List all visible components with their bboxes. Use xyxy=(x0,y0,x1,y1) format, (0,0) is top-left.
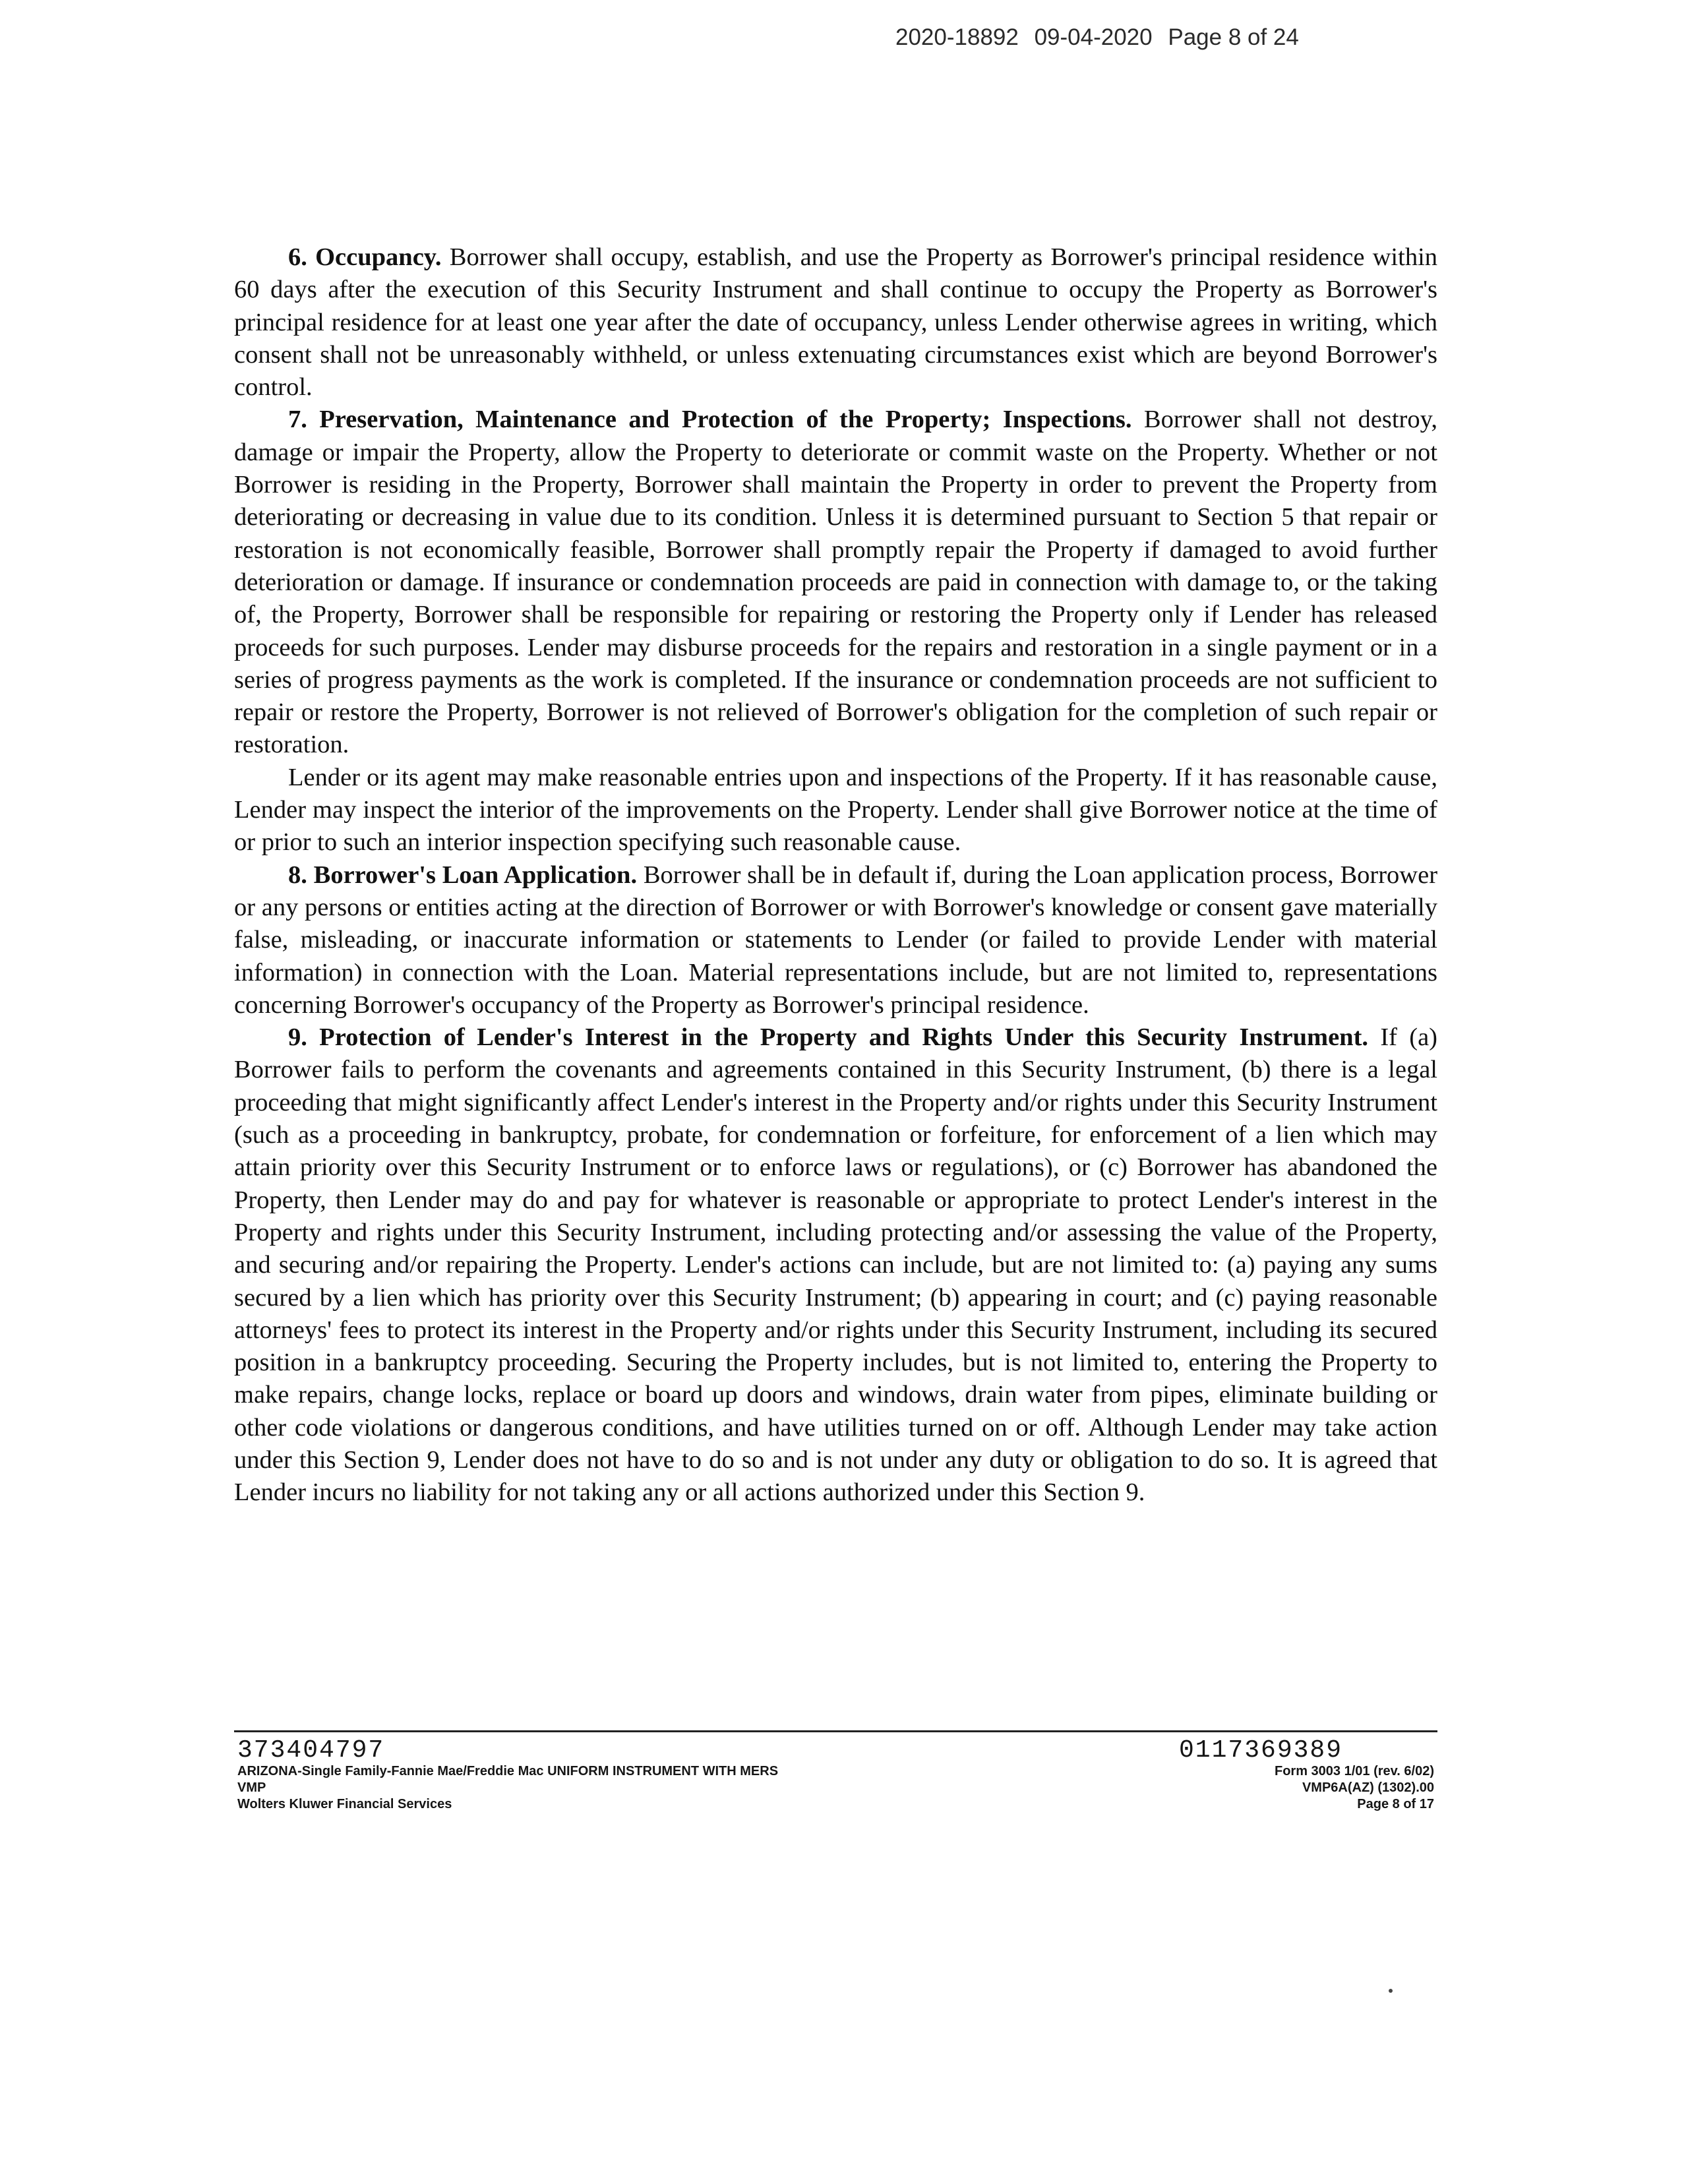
document-number: 0117369389 xyxy=(1179,1736,1343,1765)
section-9-protection-of-interest xyxy=(234,1021,1437,1509)
form-page: Page 8 of 17 xyxy=(1357,1797,1434,1811)
publisher-short: VMP xyxy=(237,1780,266,1795)
section-number: 8. xyxy=(288,861,307,889)
section-text: Lender or its agent may make reasonable entries upon and inspections of the Property. If it has reasonable cause, Lender may inspect the interior of the improvements on the Property. Lender shall give Borrower notice at the time of or prior to such an interior inspection specifying such reasonable cause. xyxy=(234,763,1437,857)
section-7-inspection-paragraph xyxy=(234,762,1437,859)
footer-divider xyxy=(234,1730,1437,1732)
footer-right xyxy=(1095,1738,1434,1813)
form-code: VMP6A(AZ) (1302).00 xyxy=(1302,1780,1434,1795)
scan-speck xyxy=(1389,1989,1393,1993)
form-title: ARIZONA-Single Family-Fannie Mae/Freddie Mac UNIFORM INSTRUMENT WITH MERS xyxy=(237,1764,779,1778)
section-heading: Borrower's Loan Application. xyxy=(313,861,638,889)
section-heading: Occupancy. xyxy=(315,243,442,271)
form-number: Form 3003 1/01 (rev. 6/02) xyxy=(1275,1764,1434,1778)
footer-left xyxy=(237,1738,963,1813)
page-label: Page 8 of 24 xyxy=(1168,24,1299,50)
document-body xyxy=(234,241,1437,1509)
section-text: Borrower shall be in default if, during the Loan application process, Borrower or any persons or entities acting at the direction of Borrower or with Borrower's knowledge or consent gave materially false, misleading, or inaccurate information or statements to Lender (or failed to provide Lender with material information) in connection with the Loan. Material representations include, but are not limited to, representations concerning Borrower's occupancy of the Property as Borrower's principal residence. xyxy=(234,861,1438,1019)
section-heading: Preservation, Maintenance and Protection of the Property; Inspections. xyxy=(319,406,1132,434)
publisher: Wolters Kluwer Financial Services xyxy=(237,1797,452,1811)
section-text: If (a) Borrower fails to perform the covenants and agreements contained in this Security Instrument, (b) there is a legal proceeding that might significantly affect Lender's interest in the Property and/or rights under this Security Instrument (such as a proceeding in bankruptcy, probate, for condemnation or forfeiture, for enforcement of a lien which may attain priority over this Security Instrument or to enforce laws or regulations), or (c) Borrower has abandoned the Property, then Lender may do and pay for whatever is reasonable or appropriate to protect Lender's interest in the Property and rights under this Security Instrument, including protecting and/or assessing the value of the Property, and securing and/or repairing the Property. Lender's actions can include, but are not limited to: (a) paying any sums secured by a lien which has priority over this Security Instrument; (b) appearing in court; and (c) paying reasonable attorneys' fees to protect its interest in the Property and/or rights under this Security Instrument, including its secured position in a bankruptcy proceeding. Securing the Property includes, but is not limited to, entering the Property to make repairs, change locks, replace or board up doors and windows, drain water from pipes, eliminate building or other code violations or dangerous conditions, and have utilities turned on or off. Although Lender may take action under this Section 9, Lender does not have to do so and is not under any duty or obligation to do so. It is agreed that Lender incurs no liability for not taking any or all actions authorized under this Section 9. xyxy=(234,1023,1437,1507)
recording-header xyxy=(895,22,1357,53)
section-heading: Protection of Lender's Interest in the Property and Rights Under this Security Instrument. xyxy=(319,1023,1369,1052)
section-text: Borrower shall occupy, establish, and use the Property as Borrower's principal residence within 60 days after the execution of this Security Instrument and shall continue to occupy the Property as Borrower's principal residence for at least one year after the date of occupancy, unless Lender otherwise agrees in writing, which consent shall not be unreasonably withheld, or unless extenuating circumstances exist which are beyond Borrower's control. xyxy=(234,243,1438,402)
recording-date: 09-04-2020 xyxy=(1034,24,1153,50)
section-6-occupancy xyxy=(234,241,1437,404)
section-number: 6. xyxy=(288,243,307,271)
section-number: 7. xyxy=(288,406,307,434)
section-7-preservation xyxy=(234,404,1437,761)
recording-number: 2020-18892 xyxy=(895,24,1019,50)
section-text: Borrower shall not destroy, damage or impair the Property, allow the Property to deteriorate or commit waste on the Property. Whether or not Borrower is residing in the Property, Borrower shall maintain the Property in order to prevent the Property from deteriorating or decreasing in value due to its condition. Unless it is determined pursuant to Section 5 that repair or restoration is not economically feasible, Borrower shall promptly repair the Property if damaged to avoid further deterioration or damage. If insurance or condemnation proceeds are paid in connection with damage to, or the taking of, the Property, Borrower shall be responsible for repairing or restoring the Property only if Lender has released proceeds for such purposes. Lender may disburse proceeds for the repairs and restoration in a single payment or in a series of progress payments as the work is completed. If the insurance or condemnation proceeds are not sufficient to repair or restore the Property, Borrower is not relieved of Borrower's obligation for the completion of such repair or restoration. xyxy=(234,406,1437,759)
section-8-loan-application xyxy=(234,859,1437,1021)
loan-number: 373404797 xyxy=(237,1736,385,1765)
section-number: 9. xyxy=(288,1023,307,1052)
